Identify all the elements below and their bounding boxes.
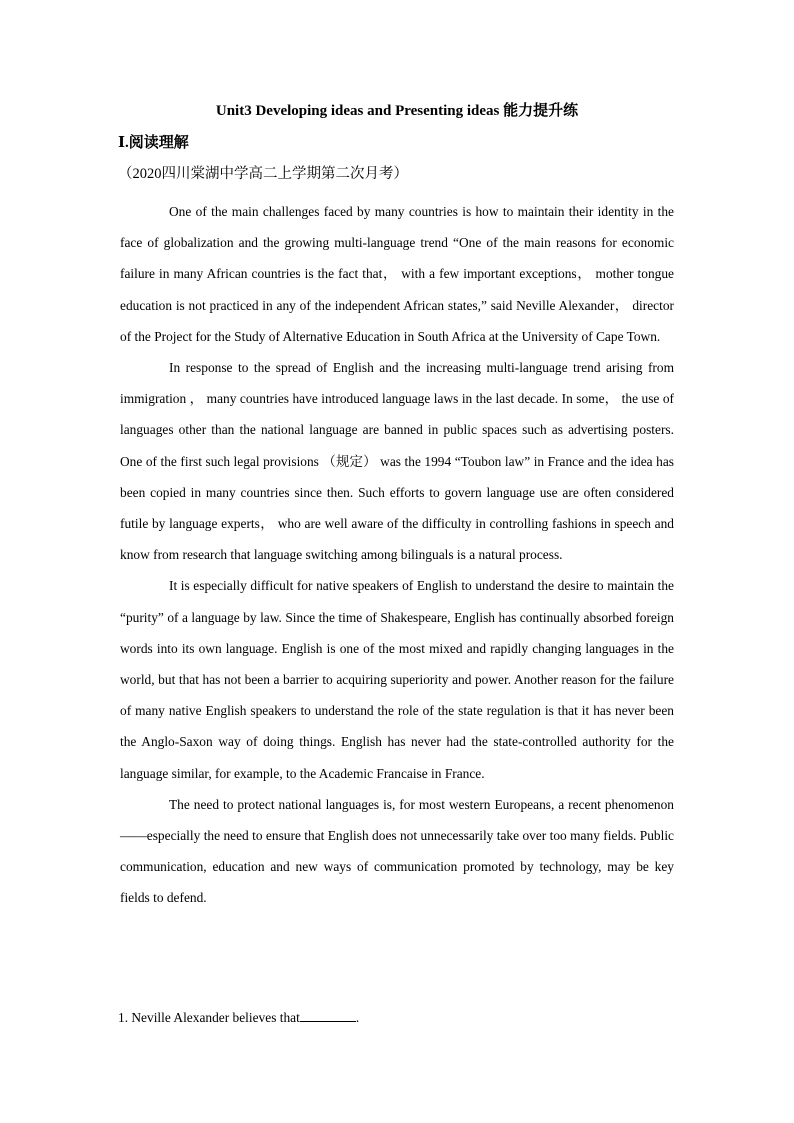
answer-blank <box>300 1007 356 1022</box>
document-title: Unit3 Developing ideas and Presenting ideas 能力提升练 <box>215 103 579 119</box>
passage-paragraph-4: The need to protect national languages is, for most western Europeans, a recent phenomenon ——especially the need to ensure that English does not unnecessarily take over too many fields. Public communication, education and new ways of communication promoted by technology, may be key fields to defend. <box>120 796 674 906</box>
question-1-end: . <box>355 1010 360 1025</box>
question-1 <box>118 1007 359 1028</box>
reading-passage <box>120 196 674 914</box>
passage-paragraph-1: One of the main challenges faced by many countries is how to maintain their identity in the face of globalization and the growing multi-language trend “One of the main reasons for economic failure in many African countries is the fact that， with a few important exceptions， mother tongue education is not practiced in any of the independent African states,” said Neville Alexander， director of the Project for the Study of Alternative Education in South Africa at the University of Cape Town. <box>120 204 674 344</box>
passage-paragraph-3: It is especially difficult for native speakers of English to understand the desire to maintain the “purity” of a language by law. Since the time of Shakespeare, English has continually absorbed foreign words into its own language. English is one of the most mixed and rapidly changing languages in the world, but that has not been a barrier to acquiring superiority and power. Another reason for the failure of many native English speakers to understand the role of the state regulation is that it has never been the Anglo-Saxon way of doing things. English has never had the state-controlled authority for the language similar, for example, to the Academic Francaise in France. <box>120 578 674 781</box>
passage-source: （2020四川棠湖中学高二上学期第二次月考） <box>118 166 408 182</box>
section-heading-reading-comprehension: Ⅰ.阅读理解 <box>118 135 189 151</box>
passage-paragraph-2: In response to the spread of English and the increasing multi-language trend arising from immigration ， many countries have introduced language laws in the last decade. In some， the use of languages other than the national language are banned in public spaces such as advertising posters. One of the first such legal provisions （规定） was the 1994 “Toubon law” in France and the idea has been copied in many countries since then. Such efforts to govern language use are often considered futile by language experts， who are well aware of the difficulty in controlling fashions in speech and know from research that language switching among bilinguals is a natural process. <box>120 360 674 563</box>
question-1-text: 1. Neville Alexander believes that <box>118 1010 300 1025</box>
